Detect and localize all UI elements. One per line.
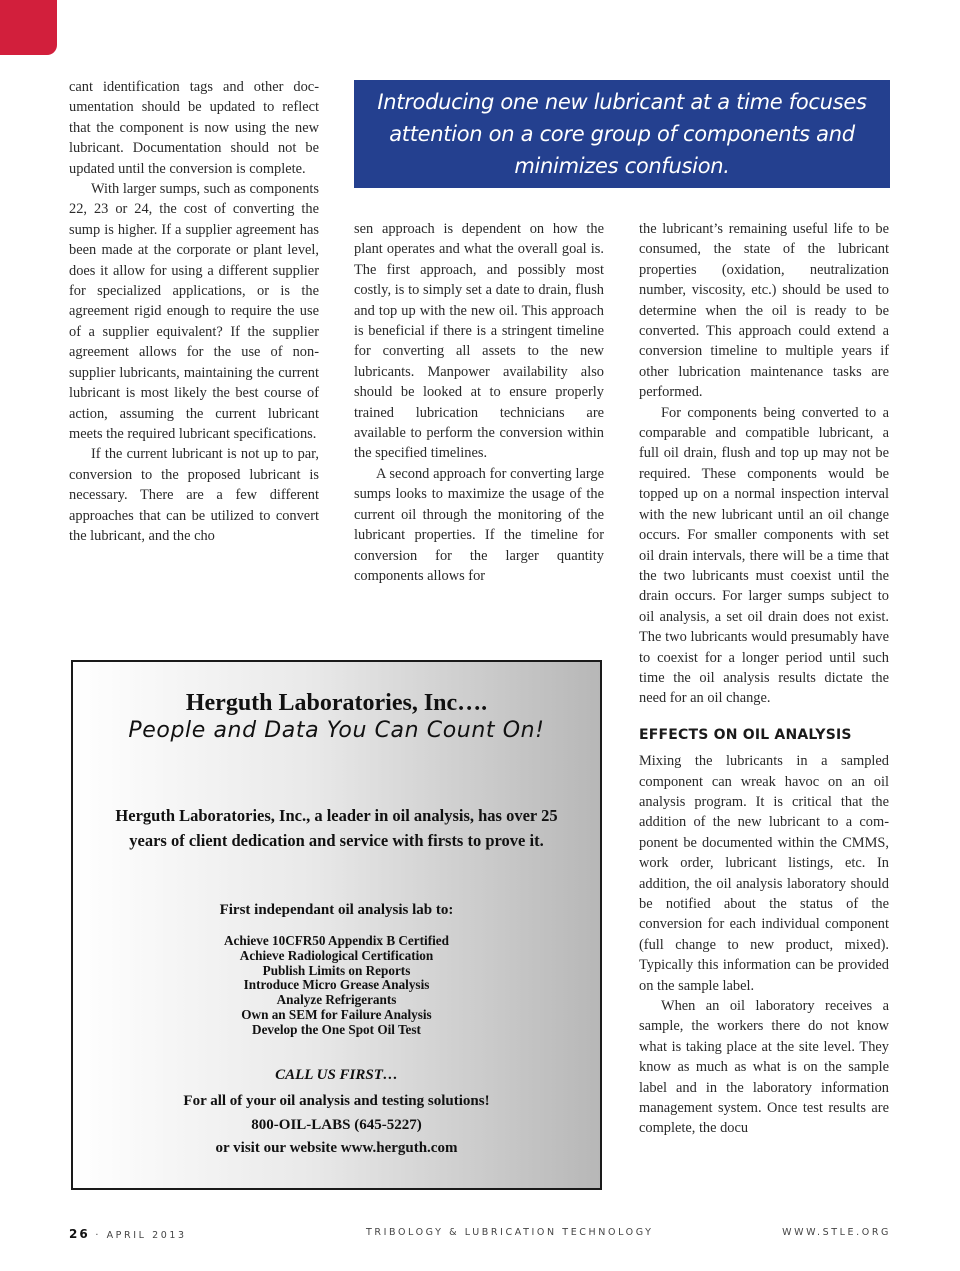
list-item: Analyze Refrigerants	[276, 992, 397, 1008]
ad-intro: Herguth Laboratories, Inc., a leader in oil analysis, has over 25 years of client dedication and service with firsts to prove it.	[115, 806, 558, 850]
article-column-1	[69, 77, 319, 546]
list-item: Achieve Radiological Certification	[239, 947, 434, 963]
paragraph: A second approach for converting large sumps looks to maximize the usage of the current oil through the monitoring of the lubricant properties. If the timeline for conversion for the larger quantity components allows for	[354, 465, 604, 584]
paragraph: For components being converted to a comparable and compatible lubricant, a full oil drain, flush and top up may not be required. These components would be topped up on a normal inspection interval with the new lubricant until an oil change occurs. For smaller components with set oil drain intervals, there will be a time that the two lubricants must coexist until the drain occurs. For larger sumps subject to oil analysis, a set oil drain does not exist. The two lubricants would presumably have to coexist for a longer period until such time the oil analysis results dictate the need for an oil change.	[639, 404, 889, 707]
section-heading: EFFECTS ON OIL ANALYSIS	[639, 726, 852, 743]
ad-tagline: People and Data You Can Count On!	[128, 718, 545, 743]
ad-company-name: Herguth Laboratories, Inc….	[185, 690, 488, 716]
ad-firsts-heading: First independant oil analysis lab to:	[219, 902, 454, 918]
ad-call-us-first: CALL US FIRST…	[275, 1067, 398, 1083]
publication-name: TRIBOLOGY & LUBRICATION TECHNOLOGY	[366, 1227, 654, 1238]
paragraph: With larger sumps, such as components 22, 23 or 24, the cost of converting the sump is higher. If a supplier agreement has been made at the corporate or plant level, does it allow for using a different supplier for specialized applications, or is the agreement rigid enough to require the use of a supplier equivalent? If the supplier agreement allows for the use of non-supplier lubricants, maintaining the current lubricant is most likely the best course of action, assuming the current lubricant meets the required lubricant specifications.	[69, 181, 319, 442]
issue-date: APRIL 2013	[106, 1230, 187, 1241]
list-item: Achieve 10CFR50 Appendix B Certified	[224, 933, 449, 948]
pull-quote	[354, 80, 890, 188]
ad-solutions-line: For all of your oil analysis and testing solutions!	[183, 1093, 490, 1109]
ad-website: or visit our website www.herguth.com	[215, 1140, 458, 1156]
list-item: Introduce Micro Grease Analysis	[243, 977, 430, 993]
paragraph: the lubricant’s remaining useful life to be consumed, the state of the lubricant properties (oxidation, neutralization number, viscosity, etc.) should be used to determine when the oil is ready to be converted. This approach could extend a conversion timeline to multiple years if other lubrication maintenance tasks are performed.	[639, 221, 889, 401]
article-column-3	[639, 219, 889, 1139]
footer-page-info	[69, 1227, 187, 1241]
paragraph: cant identification tags and other documentation should be updated to reflect that the component is now using the new lubricant. Documentation should not be updated until the conversion is complete.	[69, 79, 319, 177]
page-number: 26	[69, 1227, 90, 1241]
pull-quote-text: Introducing one new lubricant at a time focuses attention on a core group of components and minimizes confusion.	[377, 90, 867, 178]
list-item: Publish Limits on Reports	[262, 962, 411, 978]
list-item: Develop the One Spot Oil Test	[252, 1021, 421, 1037]
paragraph: When an oil laboratory receives a sample, the workers there do not know what is taking place at the site level. They know as much as what is on the sample label and in the laboratory information management system. Once test results are complete, the docu	[639, 998, 889, 1137]
footer-separator: ·	[95, 1230, 101, 1241]
list-item: Own an SEM for Failure Analysis	[241, 1006, 432, 1022]
herguth-advertisement	[71, 660, 602, 1190]
ad-phone: 800-OIL-LABS (645-5227)	[251, 1116, 422, 1133]
paragraph: sen approach is dependent on how the plant operates and what the overall goal is. The first approach, and possibly most costly, is to simply set a date to drain, flush and top up with the new oil. This approach is beneficial if there is a stringent timeline for converting all assets to the new lubricants. Manpower availability also should be looked at to ensure properly trained lubrication technicians are available to perform the conversion within the specified timelines.	[354, 221, 604, 462]
ad-firsts-list	[73, 934, 600, 1038]
paragraph: Mixing the lubricants in a sampled component can wreak havoc on an oil analysis program. It is critical that the addition of the new lubricant to a component be documented within the CMMS, work order, lubricant listings, etc. In addition, the oil analysis laboratory should be notified about the status of the conversion for each individual component (full change to new product, mixed). Typically this information can be provided on the sample label.	[639, 753, 889, 994]
footer-website: WWW.STLE.ORG	[782, 1227, 891, 1238]
paragraph: If the current lubricant is not up to par, conversion to the proposed lubricant is necessary. There are a few different approaches that can be utilized to convert the lubricant, and the cho	[69, 446, 319, 544]
article-column-2	[354, 219, 604, 586]
ad-contact	[73, 1090, 600, 1161]
section-color-tab	[0, 0, 57, 55]
